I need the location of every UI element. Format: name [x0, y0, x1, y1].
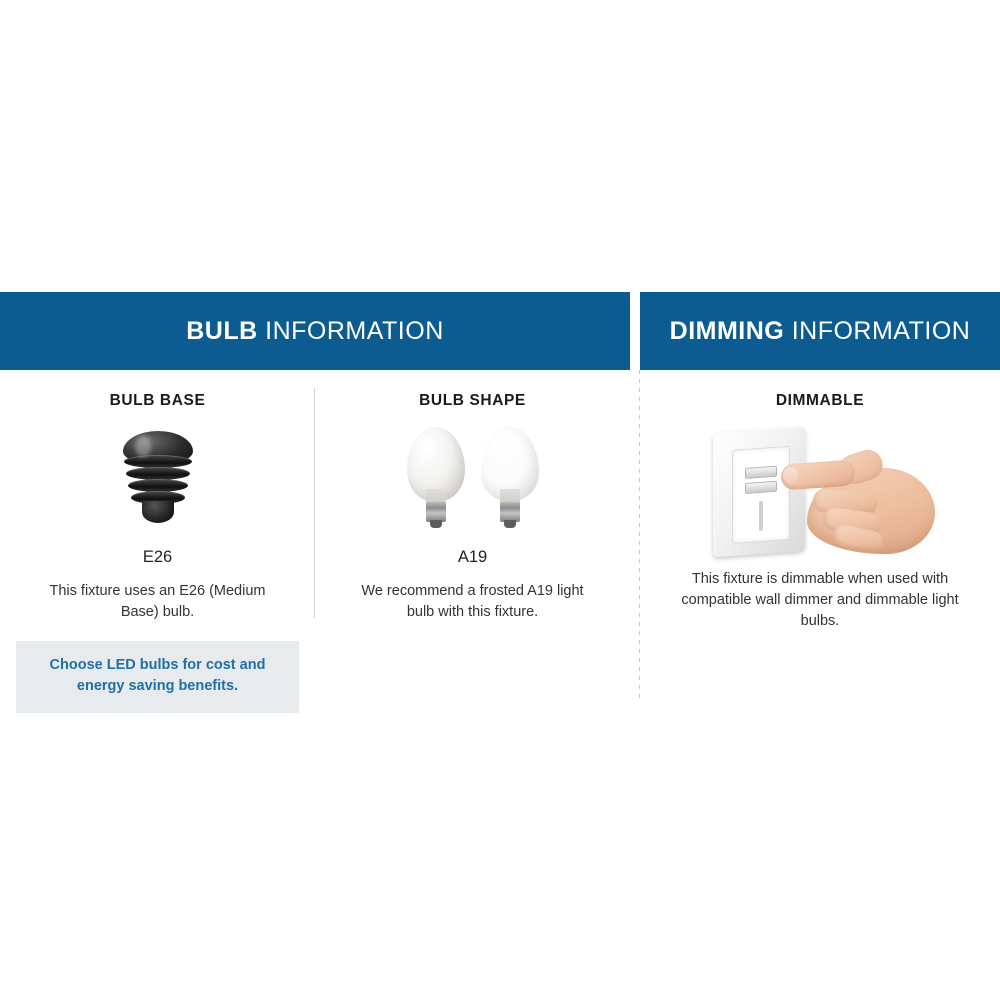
dimming-information-title	[670, 317, 971, 346]
a19-incandescent-bulb-illustration	[405, 427, 467, 531]
wall-dimmer-icon	[705, 424, 935, 569]
bulb-screw-base	[426, 502, 446, 522]
bulb-foot-contact	[430, 520, 442, 528]
bulb-information-header	[0, 292, 630, 370]
dimming-information-title-light: INFORMATION	[784, 316, 971, 345]
bulb-shape-column	[315, 370, 630, 713]
bulb-base-spec: E26	[142, 548, 173, 566]
bulb-base-description: This fixture uses an E26 (Medium Base) bulb.	[49, 583, 266, 621]
bulb-information-body	[0, 370, 630, 713]
dimming-information-panel	[640, 292, 1000, 713]
a19-led-bulb-illustration	[479, 427, 541, 531]
dimmer-slider-track	[759, 501, 763, 531]
bulb-shape-description: We recommend a frosted A19 light bulb with this fixture.	[361, 583, 584, 621]
e26-base-icon	[16, 424, 299, 534]
bulb-information-title	[186, 317, 444, 346]
bulb-screw-base	[500, 502, 520, 522]
dimmable-title: DIMMABLE	[775, 392, 865, 409]
led-tip-callout: Choose LED bulbs for cost and energy saving benefits.	[16, 641, 299, 713]
bulb-information-title-light: INFORMATION	[257, 316, 444, 345]
bulb-information-title-bold: BULB	[186, 316, 258, 345]
bulb-foot-contact	[504, 520, 516, 528]
e26-highlight	[135, 435, 151, 457]
a19-bulbs-icon	[331, 424, 614, 534]
panels-container	[0, 292, 1000, 713]
dimmable-column	[640, 370, 1000, 632]
e26-tip	[142, 501, 174, 523]
hand-illustration	[779, 434, 929, 559]
bulb-shape-title: BULB SHAPE	[419, 392, 526, 409]
bulb-information-panel	[0, 292, 630, 713]
bulb-base-title: BULB BASE	[109, 392, 206, 409]
dimmable-description: This fixture is dimmable when used with compatible wall dimmer and dimmable light bulbs.	[681, 571, 959, 630]
dimmer-rocker-bottom	[745, 481, 777, 494]
bulb-base-column	[0, 370, 315, 713]
bulb-shape-spec: A19	[457, 548, 488, 566]
dimming-information-title-bold: DIMMING	[669, 316, 785, 345]
e26-base-illustration	[115, 429, 201, 529]
dimming-information-header	[640, 292, 1000, 370]
dimming-information-body	[640, 370, 1000, 632]
dimmer-rocker-top	[745, 466, 777, 479]
